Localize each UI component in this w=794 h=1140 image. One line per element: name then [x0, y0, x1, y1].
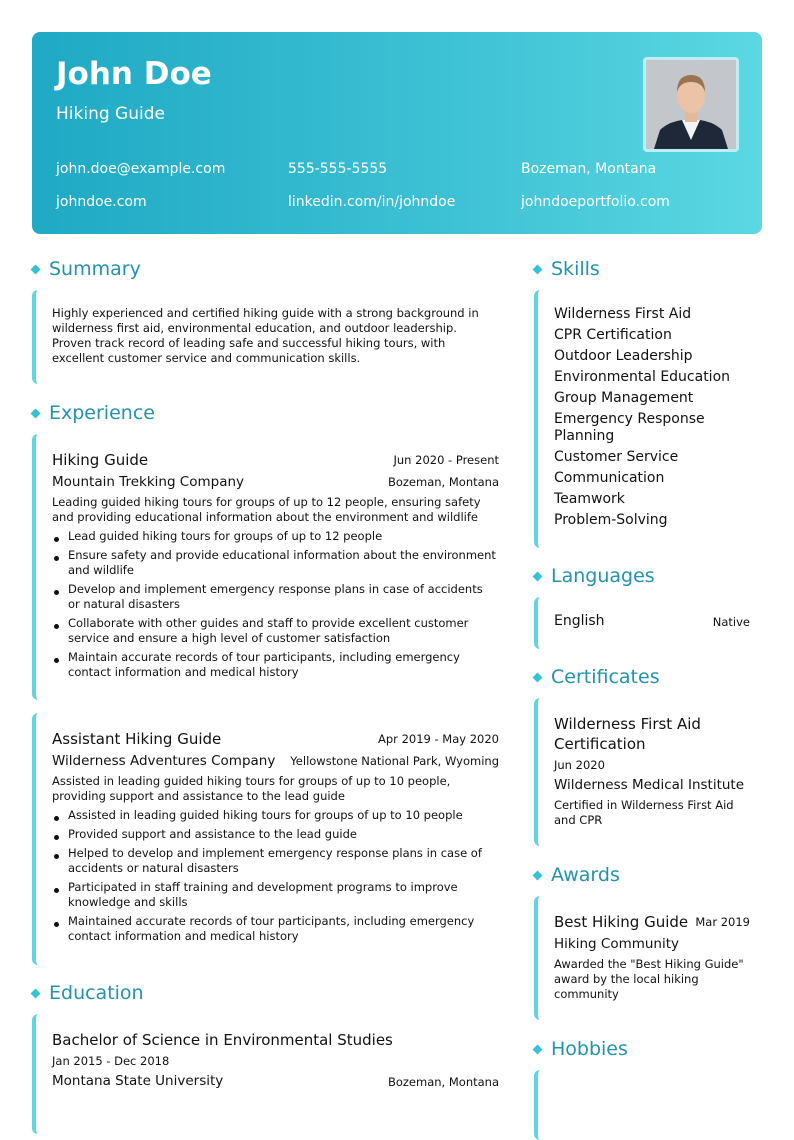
email-link[interactable]: john.doe@example.com [56, 161, 226, 177]
candidate-name: John Doe [56, 56, 212, 92]
diamond-icon [533, 571, 543, 581]
skill-item: Emergency Response Planning [554, 411, 705, 444]
diamond-icon [31, 264, 41, 274]
summary-block [32, 290, 499, 384]
resume-header [32, 32, 762, 234]
certificate-issuer: Wilderness Medical Institute [554, 777, 745, 793]
job-company: Mountain Trekking Company [52, 474, 245, 490]
linkedin-link[interactable]: linkedin.com/in/johndoe [288, 194, 456, 210]
experience-heading [30, 402, 155, 424]
skill-item: Communication [554, 470, 665, 486]
portfolio-link[interactable]: johndoeportfolio.com [521, 194, 670, 210]
candidate-title: Hiking Guide [56, 104, 165, 124]
phone-number[interactable]: 555-555-5555 [288, 161, 388, 177]
job-bullet: Develop and implement emergency response plans in case of accidents or natural disasters [52, 582, 497, 612]
job-bullet: Collaborate with other guides and staff to provide excellent customer service and ensure a high level of customer satisfaction [52, 616, 497, 646]
certificates-heading-label: Certificates [551, 666, 660, 688]
awards-heading-label: Awards [551, 864, 620, 886]
job-title: Assistant Hiking Guide [52, 730, 222, 748]
language-level: Native [712, 615, 750, 629]
skill-item: CPR Certification [554, 327, 672, 343]
skills-list [554, 306, 744, 533]
school-location: Bozeman, Montana [387, 1075, 499, 1089]
job-dates: Jun 2020 - Present [393, 453, 499, 467]
job-bullets [52, 529, 497, 684]
degree-title: Bachelor of Science in Environmental Studies [52, 1031, 393, 1049]
education-heading-label: Education [49, 982, 144, 1004]
diamond-icon [533, 672, 543, 682]
skill-item: Problem-Solving [554, 512, 668, 528]
education-entry [32, 1014, 499, 1134]
job-description: Assisted in leading guided hiking tours for groups of up to 10 people, providing support and assistance to the lead guide [52, 774, 451, 803]
diamond-icon [533, 870, 543, 880]
location-text: Bozeman, Montana [521, 161, 657, 177]
skill-item: Environmental Education [554, 369, 731, 385]
hobbies-heading [532, 1038, 628, 1060]
skills-block [534, 290, 750, 548]
awards-heading [532, 864, 620, 886]
language-name: English [554, 613, 605, 629]
skills-heading-label: Skills [551, 258, 600, 280]
website-link[interactable]: johndoe.com [56, 194, 147, 210]
certificates-heading [532, 666, 660, 688]
job-bullet: Lead guided hiking tours for groups of up to 12 people [52, 529, 497, 544]
certificate-name: Wilderness First Aid Certification [554, 715, 701, 753]
education-heading [30, 982, 144, 1004]
job-title: Hiking Guide [52, 451, 149, 469]
experience-heading-label: Experience [49, 402, 155, 424]
job-description: Leading guided hiking tours for groups of up to 12 people, ensuring safety and providing educational information about the environment and wildlife [52, 495, 481, 524]
skill-item: Outdoor Leadership [554, 348, 693, 364]
diamond-icon [533, 1044, 543, 1054]
award-date: Mar 2019 [695, 915, 750, 929]
languages-block [534, 597, 750, 649]
skills-heading [532, 258, 600, 280]
profile-photo [643, 57, 739, 152]
award-description: Awarded the "Best Hiking Guide" award by the local hiking community [554, 957, 744, 1001]
award-name: Best Hiking Guide [554, 913, 689, 931]
job-dates: Apr 2019 - May 2020 [378, 732, 499, 746]
award-entry [534, 896, 750, 1020]
job-location: Yellowstone National Park, Wyoming [290, 754, 499, 768]
languages-heading-label: Languages [551, 565, 655, 587]
job-company: Wilderness Adventures Company [52, 753, 276, 769]
job-bullet: Ensure safety and provide educational information about the environment and wildlife [52, 548, 497, 578]
experience-entry [32, 713, 499, 965]
hobbies-heading-label: Hobbies [551, 1038, 628, 1060]
summary-heading-label: Summary [49, 258, 141, 280]
certificate-description: Certified in Wilderness First Aid and CPR [554, 798, 734, 827]
job-bullets [52, 808, 497, 948]
skill-item: Customer Service [554, 449, 679, 465]
skill-item: Teamwork [554, 491, 625, 507]
skill-item: Wilderness First Aid [554, 306, 692, 322]
hobbies-block [534, 1070, 750, 1140]
certificate-entry [534, 698, 750, 846]
diamond-icon [533, 264, 543, 274]
experience-entry [32, 434, 499, 700]
certificate-date: Jun 2020 [554, 758, 605, 772]
languages-heading [532, 565, 655, 587]
job-bullet: Maintained accurate records of tour participants, including emergency contact information and medical history [52, 914, 497, 944]
skill-item: Group Management [554, 390, 694, 406]
job-bullet: Helped to develop and implement emergency response plans in case of accidents or natural disasters [52, 846, 497, 876]
summary-heading [30, 258, 141, 280]
diamond-icon [31, 988, 41, 998]
job-bullet: Assisted in leading guided hiking tours for groups of up to 10 people [52, 808, 497, 823]
job-bullet: Provided support and assistance to the lead guide [52, 827, 497, 842]
job-bullet: Participated in staff training and development programs to improve knowledge and skills [52, 880, 497, 910]
diamond-icon [31, 408, 41, 418]
job-bullet: Maintain accurate records of tour participants, including emergency contact information and medical history [52, 650, 497, 680]
education-dates: Jan 2015 - Dec 2018 [52, 1054, 170, 1068]
school-name: Montana State University [52, 1073, 224, 1089]
award-issuer: Hiking Community [554, 936, 680, 952]
job-location: Bozeman, Montana [387, 475, 499, 489]
summary-text: Highly experienced and certified hiking guide with a strong background in wilderness first aid, environmental education, and outdoor leadership. Proven track record of leading safe and successful hiking tours, with excellent customer service and communication skills. [52, 306, 479, 365]
